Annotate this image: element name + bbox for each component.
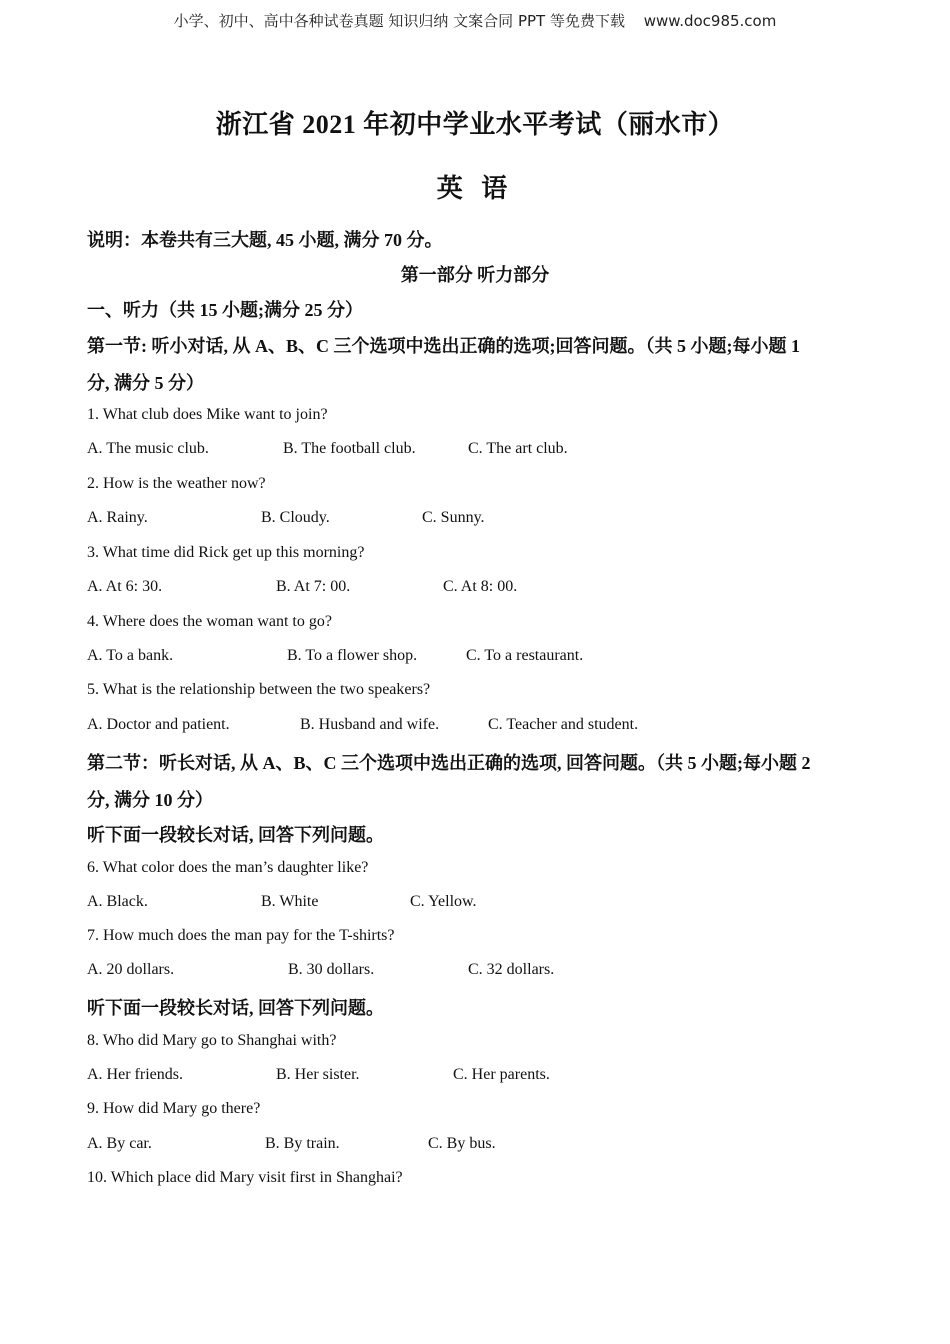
q7-option-a: A. 20 dollars. <box>87 961 175 978</box>
exam-instructions: 说明：本卷共有三大题, 45 小题, 满分 70 分。 <box>87 230 443 250</box>
dialogue-note: 听下面一段较长对话, 回答下列问题。 <box>87 825 384 845</box>
q8-option-b: B. Her sister. <box>276 1066 360 1083</box>
question-1: 1. What club does Mike want to join? <box>87 406 328 423</box>
q3-option-a: A. At 6: 30. <box>87 578 163 595</box>
q1-option-b: B. The football club. <box>283 440 416 457</box>
q2-option-c: C. Sunny. <box>422 509 485 526</box>
q6-option-b: B. White <box>261 893 319 910</box>
q4-option-a: A. To a bank. <box>87 647 174 664</box>
exam-title: 浙江省 2021 年初中学业水平考试（丽水市） <box>215 110 735 139</box>
question-7: 7. How much does the man pay for the T-shirts? <box>87 927 395 944</box>
q3-option-b: B. At 7: 00. <box>276 578 351 595</box>
q9-option-c: C. By bus. <box>428 1135 496 1152</box>
exam-subject: 英 语 <box>436 174 514 203</box>
subsection-1-heading: 第一节: 听小对话, 从 A、B、C 三个选项中选出正确的选项;回答问题。（共 5 小题;每小题 1 <box>87 336 800 356</box>
q1-option-c: C. The art club. <box>468 440 568 457</box>
subsection-2-heading-cont: 分, 满分 10 分） <box>87 790 213 810</box>
q3-option-c: C. At 8: 00. <box>443 578 518 595</box>
q8-option-a: A. Her friends. <box>87 1066 183 1083</box>
question-5: 5. What is the relationship between the two speakers? <box>87 681 431 698</box>
q7-option-c: C. 32 dollars. <box>468 961 555 978</box>
question-6: 6. What color does the man’s daughter like? <box>87 859 369 876</box>
q6-option-c: C. Yellow. <box>410 893 477 910</box>
q4-option-b: B. To a flower shop. <box>287 647 418 664</box>
q2-option-a: A. Rainy. <box>87 509 148 526</box>
q4-option-c: C. To a restaurant. <box>466 647 584 664</box>
q2-option-b: B. Cloudy. <box>261 509 330 526</box>
question-10: 10. Which place did Mary visit first in Shanghai? <box>87 1169 403 1186</box>
q5-option-c: C. Teacher and student. <box>488 716 639 733</box>
header-text: 小学、初中、高中各种试卷真题 知识归纳 文案合同 PPT 等免费下载 <box>173 12 625 30</box>
question-9: 9. How did Mary go there? <box>87 1100 261 1117</box>
q7-option-b: B. 30 dollars. <box>288 961 375 978</box>
q5-option-b: B. Husband and wife. <box>300 716 440 733</box>
dialogue-note: 听下面一段较长对话, 回答下列问题。 <box>87 998 384 1018</box>
section-title: 一、听力（共 15 小题;满分 25 分） <box>87 300 363 320</box>
q1-option-a: A. The music club. <box>87 440 209 457</box>
question-3: 3. What time did Rick get up this morning? <box>87 544 365 561</box>
question-2: 2. How is the weather now? <box>87 475 266 492</box>
q9-option-a: A. By car. <box>87 1135 152 1152</box>
subsection-1-heading-cont: 分, 满分 5 分） <box>87 373 204 393</box>
q5-option-a: A. Doctor and patient. <box>87 716 230 733</box>
question-8: 8. Who did Mary go to Shanghai with? <box>87 1032 337 1049</box>
q8-option-c: C. Her parents. <box>453 1066 550 1083</box>
question-4: 4. Where does the woman want to go? <box>87 613 332 630</box>
subsection-2-heading: 第二节：听长对话, 从 A、B、C 三个选项中选出正确的选项, 回答问题。（共 5 小题;每小题 2 <box>87 753 811 773</box>
header-url-link[interactable]: www.doc985.com <box>643 12 777 30</box>
q9-option-b: B. By train. <box>265 1135 340 1152</box>
q6-option-a: A. Black. <box>87 893 148 910</box>
page-header <box>0 10 950 31</box>
part-title: 第一部分 听力部分 <box>400 265 550 285</box>
